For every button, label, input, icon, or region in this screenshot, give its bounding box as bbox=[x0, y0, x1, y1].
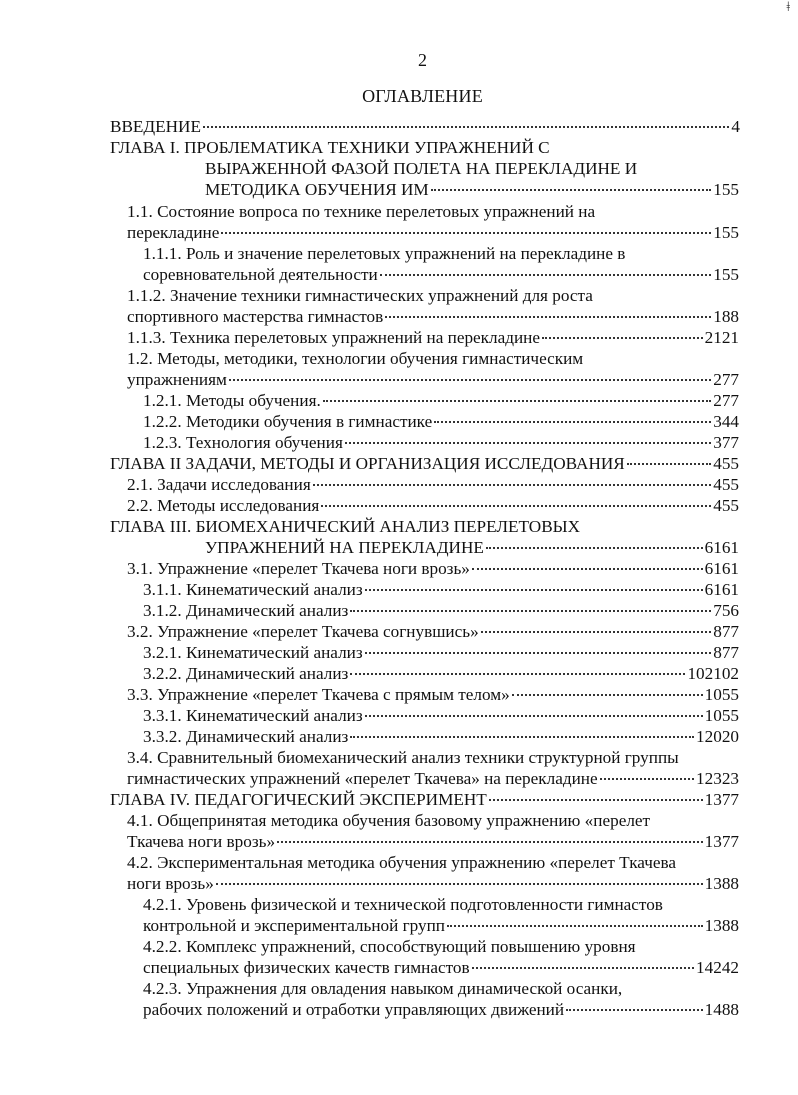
toc-entry[interactable]: 3.2. Упражнение «перелет Ткачева согнувшись» 877 bbox=[127, 622, 739, 641]
toc-entry[interactable]: ноги врозь» 1388 bbox=[127, 874, 739, 893]
corner-mark: ǂ bbox=[786, 0, 790, 15]
toc-entry[interactable]: ГЛАВА III. БИОМЕХАНИЧЕСКИЙ АНАЛИЗ ПЕРЕЛЕТОВЫХ bbox=[110, 517, 581, 536]
toc-entry[interactable]: ВВЕДЕНИЕ 4 bbox=[110, 117, 740, 136]
toc-entry[interactable]: упражнениям 277 bbox=[127, 370, 739, 389]
toc-entry[interactable]: 2.1. Задачи исследования 455 bbox=[127, 475, 739, 494]
toc-entry[interactable]: 3.2.1. Кинематический анализ 877 bbox=[143, 643, 739, 662]
toc-entry[interactable]: 2.2. Методы исследования 455 bbox=[127, 496, 739, 515]
toc-entry[interactable]: УПРАЖНЕНИЙ НА ПЕРЕКЛАДИНЕ 6161 bbox=[205, 538, 739, 557]
toc-entry[interactable]: 1.2.3. Технология обучения 377 bbox=[143, 433, 739, 452]
toc-entry[interactable]: 4.2.2. Комплекс упражнений, способствующий повышению уровня bbox=[143, 937, 636, 956]
toc-entry[interactable]: 1.1. Состояние вопроса по технике перелетовых упражнений на bbox=[127, 202, 596, 221]
toc-entry[interactable]: ВЫРАЖЕННОЙ ФАЗОЙ ПОЛЕТА НА ПЕРЕКЛАДИНЕ И bbox=[205, 159, 638, 178]
toc-entry[interactable]: 3.1.2. Динамический анализ 756 bbox=[143, 601, 739, 620]
toc-entry[interactable]: 3.1. Упражнение «перелет Ткачева ноги врозь» 6161 bbox=[127, 559, 739, 578]
toc-entry[interactable]: перекладине 155 bbox=[127, 223, 739, 242]
toc-entry[interactable]: МЕТОДИКА ОБУЧЕНИЯ ИМ 155 bbox=[205, 180, 739, 199]
toc-entry[interactable]: 3.2.2. Динамический анализ 102102 bbox=[143, 664, 739, 683]
toc-entry[interactable]: спортивного мастерства гимнастов 188 bbox=[127, 307, 739, 326]
toc-entry[interactable]: 1.2.2. Методики обучения в гимнастике 344 bbox=[143, 412, 739, 431]
toc-entry[interactable]: контрольной и экспериментальной групп 1388 bbox=[143, 916, 739, 935]
toc-entry[interactable]: 4.2. Экспериментальная методика обучения упражнению «перелет Ткачева bbox=[127, 853, 677, 872]
toc-title: ОГЛАВЛЕНИЕ bbox=[362, 86, 483, 106]
toc-entry[interactable]: рабочих положений и отработки управляющих движений 1488 bbox=[143, 1000, 739, 1019]
toc-entry[interactable]: 3.3. Упражнение «перелет Ткачева с прямым телом» 1055 bbox=[127, 685, 739, 704]
toc-entry[interactable]: ГЛАВА II ЗАДАЧИ, МЕТОДЫ И ОРГАНИЗАЦИЯ ИССЛЕДОВАНИЯ 455 bbox=[110, 454, 739, 473]
toc-entry[interactable]: 4.2.1. Уровень физической и технической подготовленности гимнастов bbox=[143, 895, 663, 914]
toc-entry[interactable]: 1.2. Методы, методики, технологии обучения гимнастическим bbox=[127, 349, 584, 368]
toc-entry[interactable]: соревновательной деятельности 155 bbox=[143, 265, 739, 284]
toc-entry[interactable]: Ткачева ноги врозь» 1377 bbox=[127, 832, 739, 851]
toc-entry[interactable]: 1.2.1. Методы обучения. 277 bbox=[143, 391, 739, 410]
toc-entry[interactable]: гимнастических упражнений «перелет Ткачева» на перекладине 12323 bbox=[127, 769, 739, 788]
toc-entry[interactable]: ГЛАВА IV. ПЕДАГОГИЧЕСКИЙ ЭКСПЕРИМЕНТ 1377 bbox=[110, 790, 739, 809]
toc-entry[interactable]: 3.3.2. Динамический анализ 12020 bbox=[143, 727, 739, 746]
toc-entry[interactable]: специальных физических качеств гимнастов 14242 bbox=[143, 958, 739, 977]
toc-entry[interactable]: ГЛАВА I. ПРОБЛЕМАТИКА ТЕХНИКИ УПРАЖНЕНИЙ С bbox=[110, 138, 550, 157]
page-number: 2 bbox=[418, 50, 427, 70]
toc-entry[interactable]: 3.4. Сравнительный биомеханический анализ техники структурной группы bbox=[127, 748, 679, 767]
toc-entry[interactable]: 3.1.1. Кинематический анализ 6161 bbox=[143, 580, 739, 599]
toc-entry[interactable]: 4.2.3. Упражнения для овладения навыком динамической осанки, bbox=[143, 979, 623, 998]
toc-entry[interactable]: 1.1.3. Техника перелетовых упражнений на перекладине 2121 bbox=[127, 328, 739, 347]
toc-entry[interactable]: 3.3.1. Кинематический анализ 1055 bbox=[143, 706, 739, 725]
toc-entry[interactable]: 4.1. Общепринятая методика обучения базовому упражнению «перелет bbox=[127, 811, 651, 830]
toc-entry[interactable]: 1.1.2. Значение техники гимнастических упражнений для роста bbox=[127, 286, 593, 305]
toc-entry[interactable]: 1.1.1. Роль и значение перелетовых упражнений на перекладине в bbox=[143, 244, 626, 263]
